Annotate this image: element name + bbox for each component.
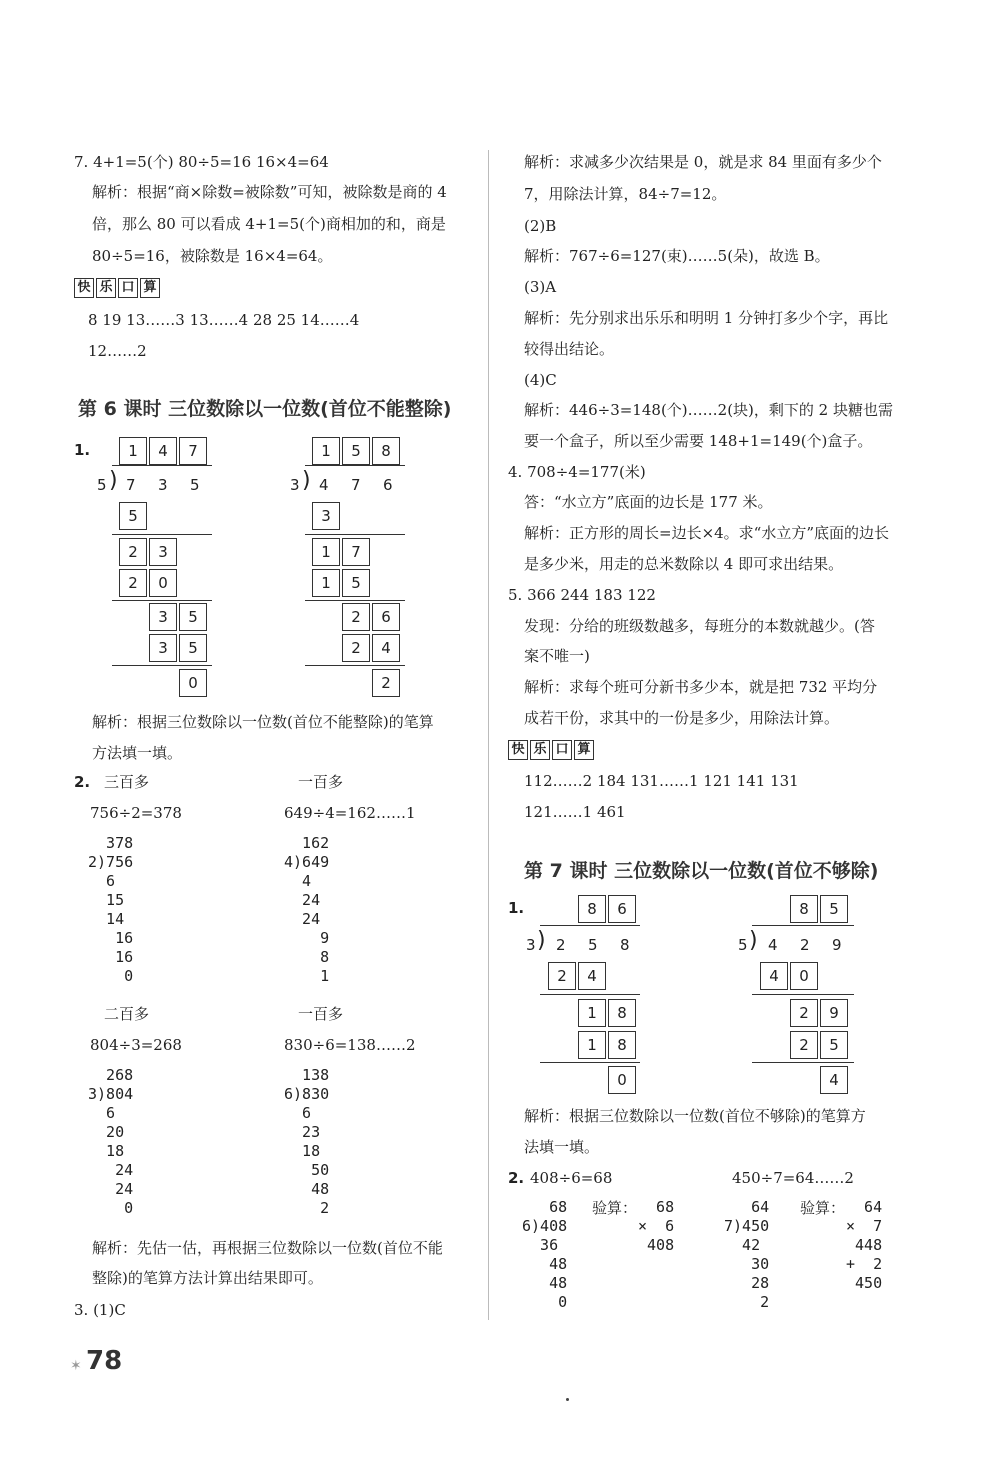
q7-analysis-1: 解析：根据“商×除数=被除数”可知，被除数是商的 4 (92, 183, 447, 201)
q3-answer: 3. (1)C (74, 1301, 126, 1319)
answer-box: 1 (578, 999, 606, 1027)
right-line-9: 解析：446÷3=148(个)……2(块)，剩下的 2 块糖也需 (524, 401, 893, 419)
badge-char: 快 (74, 278, 94, 298)
divisor: 3 (290, 476, 300, 494)
subtract-line (305, 600, 405, 601)
q7-analysis-3: 80÷5=16，被除数是 16×4=64。 (92, 247, 333, 265)
dividend-digit: 2 (556, 936, 566, 954)
q1-label-right: 1. (508, 899, 525, 917)
answer-box: 4 (578, 962, 606, 990)
kuaile-koushuan-badge (74, 278, 160, 298)
center-dot (566, 1398, 569, 1401)
answer-box: 2 (790, 1031, 818, 1059)
q1-analysis-2: 方法填一填。 (92, 744, 183, 762)
answer-box: 5 (179, 634, 207, 662)
estimate-2: 一百多 (298, 773, 344, 791)
long-division-2: 162 4)649 4 24 24 9 8 1 (284, 834, 330, 985)
answer-box: 5 (820, 1031, 848, 1059)
star-icon: ✶ (70, 1358, 82, 1374)
answer-box: 2 (119, 569, 147, 597)
check-label-1: 验算： (592, 1199, 638, 1217)
dividend-digit: 5 (588, 936, 598, 954)
right-line-16: 发现：分给的班级数越多，每班分的本数就越少。(答 (524, 617, 875, 635)
badge-char: 算 (574, 740, 594, 760)
lesson-7-title: 第 7 课时 三位数除以一位数(首位不够除) (524, 860, 879, 882)
answer-box: 2 (119, 538, 147, 566)
kuaile-answers-right-2: 121……1 461 (524, 803, 626, 821)
dividend-digit: 3 (158, 476, 168, 494)
dividend-digit: 7 (126, 476, 136, 494)
division-bracket-top (752, 925, 854, 926)
answer-box: 1 (312, 538, 340, 566)
subtract-line (752, 1062, 854, 1063)
kuaile-answers-1: 8 19 13……3 13……4 28 25 14……4 (88, 311, 360, 329)
subtract-line (112, 600, 212, 601)
long-division-1: 378 2)756 6 15 14 16 16 0 (88, 834, 134, 985)
right-line-12: 答：“水立方”底面的边长是 177 米。 (524, 493, 773, 511)
equation-3: 804÷3=268 (90, 1036, 182, 1054)
right-line-8: (4)C (524, 371, 557, 389)
long-division-6: 64 7)450 42 30 28 2 (724, 1198, 770, 1311)
answer-box: 7 (179, 437, 207, 465)
estimate-4: 一百多 (298, 1005, 344, 1023)
right-line-19: 成若干份，求其中的一份是多少，用除法计算。 (524, 709, 840, 727)
right-line-10: 要一个盒子，所以至少需要 148+1=149(个)盒子。 (524, 432, 873, 450)
answer-box: 3 (149, 538, 177, 566)
equation-right-1: 408÷6=68 (530, 1169, 613, 1187)
dividend-digit: 8 (620, 936, 630, 954)
answer-box: 2 (342, 603, 370, 631)
answer-box: 7 (342, 538, 370, 566)
dividend-digit: 5 (190, 476, 200, 494)
answer-box: 9 (820, 999, 848, 1027)
right-line-6: 解析：先分别求出乐乐和明明 1 分钟打多少个字，再比 (524, 309, 889, 327)
subtract-line (540, 1062, 640, 1063)
subtract-line (305, 534, 405, 535)
equation-2: 649÷4=162……1 (284, 804, 416, 822)
answer-box: 3 (149, 634, 177, 662)
subtract-line (540, 994, 640, 995)
equation-4: 830÷6=138……2 (284, 1036, 416, 1054)
kuaile-answers-2: 12……2 (88, 342, 147, 360)
divisor: 3 (526, 936, 536, 954)
answer-box: 4 (820, 1066, 848, 1094)
subtract-line (305, 665, 405, 666)
division-bracket-top (305, 465, 405, 466)
equation-right-2: 450÷7=64……2 (732, 1169, 854, 1187)
answer-box: 0 (790, 962, 818, 990)
divisor: 5 (97, 476, 107, 494)
answer-box: 5 (119, 502, 147, 530)
answer-box: 6 (608, 895, 636, 923)
answer-box: 8 (608, 1031, 636, 1059)
dividend-digit: 7 (351, 476, 361, 494)
q2-analysis-1: 解析：先估一估，再根据三位数除以一位数(首位不能 (92, 1239, 443, 1257)
division-bracket-top (112, 465, 212, 466)
answer-box: 1 (312, 569, 340, 597)
answer-box: 5 (342, 569, 370, 597)
right-line-17: 案不唯一) (524, 647, 590, 665)
right-line-1: 解析：求减多少次结果是 0，就是求 84 里面有多少个 (524, 153, 882, 171)
long-division-4: 138 6)830 6 23 18 50 48 2 (284, 1066, 330, 1217)
answer-box: 5 (179, 603, 207, 631)
answer-box: 6 (372, 603, 400, 631)
answer-box: 4 (149, 437, 177, 465)
answer-box: 8 (372, 437, 400, 465)
kuaile-answers-right-1: 112……2 184 131……1 121 141 131 (524, 772, 799, 790)
right-line-7: 较得出结论。 (524, 340, 615, 358)
answer-box: 0 (179, 669, 207, 697)
estimate-1: 三百多 (104, 773, 150, 791)
badge-char: 口 (552, 740, 572, 760)
page-number: 78 (86, 1346, 123, 1376)
column-divider (488, 150, 489, 1320)
badge-char: 算 (140, 278, 160, 298)
lesson-6-title: 第 6 课时 三位数除以一位数(首位不能整除) (78, 398, 452, 420)
answer-box: 5 (820, 895, 848, 923)
estimate-3: 二百多 (104, 1005, 150, 1023)
badge-char: 快 (508, 740, 528, 760)
q2-label-right: 2. (508, 1169, 525, 1187)
long-division-5: 68 6)408 36 48 48 0 (522, 1198, 568, 1311)
right-line-3: (2)B (524, 217, 557, 235)
right-line-18: 解析：求每个班可分新书多少本，就是把 732 平均分 (524, 678, 878, 696)
answer-box: 8 (578, 895, 606, 923)
answer-box: 2 (790, 999, 818, 1027)
right-line-15: 5. 366 244 183 122 (508, 586, 656, 604)
q7-analysis-2: 倍，那么 80 可以看成 4+1=5(个)商相加的和，商是 (92, 215, 446, 233)
answer-box: 0 (608, 1066, 636, 1094)
division-bracket: ) (749, 928, 758, 953)
answer-box: 3 (312, 502, 340, 530)
subtract-line (112, 534, 212, 535)
dividend-digit: 9 (832, 936, 842, 954)
dividend-digit: 4 (768, 936, 778, 954)
check-multiplication-1: 68 × 6 408 (638, 1198, 675, 1254)
answer-box: 1 (119, 437, 147, 465)
answer-box: 2 (342, 634, 370, 662)
answer-box: 0 (149, 569, 177, 597)
check-label-2: 验算： (800, 1199, 846, 1217)
division-bracket: ) (302, 468, 311, 493)
q1-label: 1. (74, 441, 91, 459)
right-line-2: 7，用除法计算，84÷7=12。 (524, 185, 727, 203)
dividend-digit: 4 (319, 476, 329, 494)
answer-box: 3 (149, 603, 177, 631)
q1-analysis-1: 解析：根据三位数除以一位数(首位不能整除)的笔算 (92, 713, 434, 731)
right-line-4: 解析：767÷6=127(束)……5(朵)，故选 B。 (524, 247, 830, 265)
division-bracket: ) (537, 928, 546, 953)
kuaile-koushuan-badge (508, 740, 594, 760)
q2-analysis-2: 整除)的笔算方法计算出结果即可。 (92, 1269, 323, 1287)
subtract-line (752, 994, 854, 995)
answer-box: 2 (372, 669, 400, 697)
q7-answer-line: 7. 4+1=5(个) 80÷5=16 16×4=64 (74, 153, 329, 171)
q1-right-analysis-2: 法填一填。 (524, 1138, 600, 1156)
answer-box: 4 (372, 634, 400, 662)
answer-box: 2 (548, 962, 576, 990)
answer-box: 5 (342, 437, 370, 465)
right-line-14: 是多少米，用走的总米数除以 4 即可求出结果。 (524, 555, 844, 573)
answer-box: 8 (790, 895, 818, 923)
answer-box: 4 (760, 962, 788, 990)
long-division-3: 268 3)804 6 20 18 24 24 0 (88, 1066, 134, 1217)
answer-box: 1 (312, 437, 340, 465)
division-bracket: ) (109, 468, 118, 493)
badge-char: 乐 (530, 740, 550, 760)
badge-char: 乐 (96, 278, 116, 298)
divisor: 5 (738, 936, 748, 954)
right-line-5: (3)A (524, 278, 557, 296)
right-line-13: 解析：正方形的周长=边长×4。求“水立方”底面的边长 (524, 524, 890, 542)
q1-right-analysis-1: 解析：根据三位数除以一位数(首位不够除)的笔算方 (524, 1107, 866, 1125)
badge-char: 口 (118, 278, 138, 298)
answer-box: 1 (578, 1031, 606, 1059)
division-bracket-top (540, 925, 640, 926)
subtract-line (112, 665, 212, 666)
answer-box: 8 (608, 999, 636, 1027)
dividend-digit: 6 (383, 476, 393, 494)
q2-label: 2. (74, 773, 91, 791)
equation-1: 756÷2=378 (90, 804, 182, 822)
dividend-digit: 2 (800, 936, 810, 954)
check-multiplication-2: 64 × 7 448 + 2 450 (846, 1198, 883, 1292)
right-line-11: 4. 708÷4=177(米) (508, 463, 646, 481)
